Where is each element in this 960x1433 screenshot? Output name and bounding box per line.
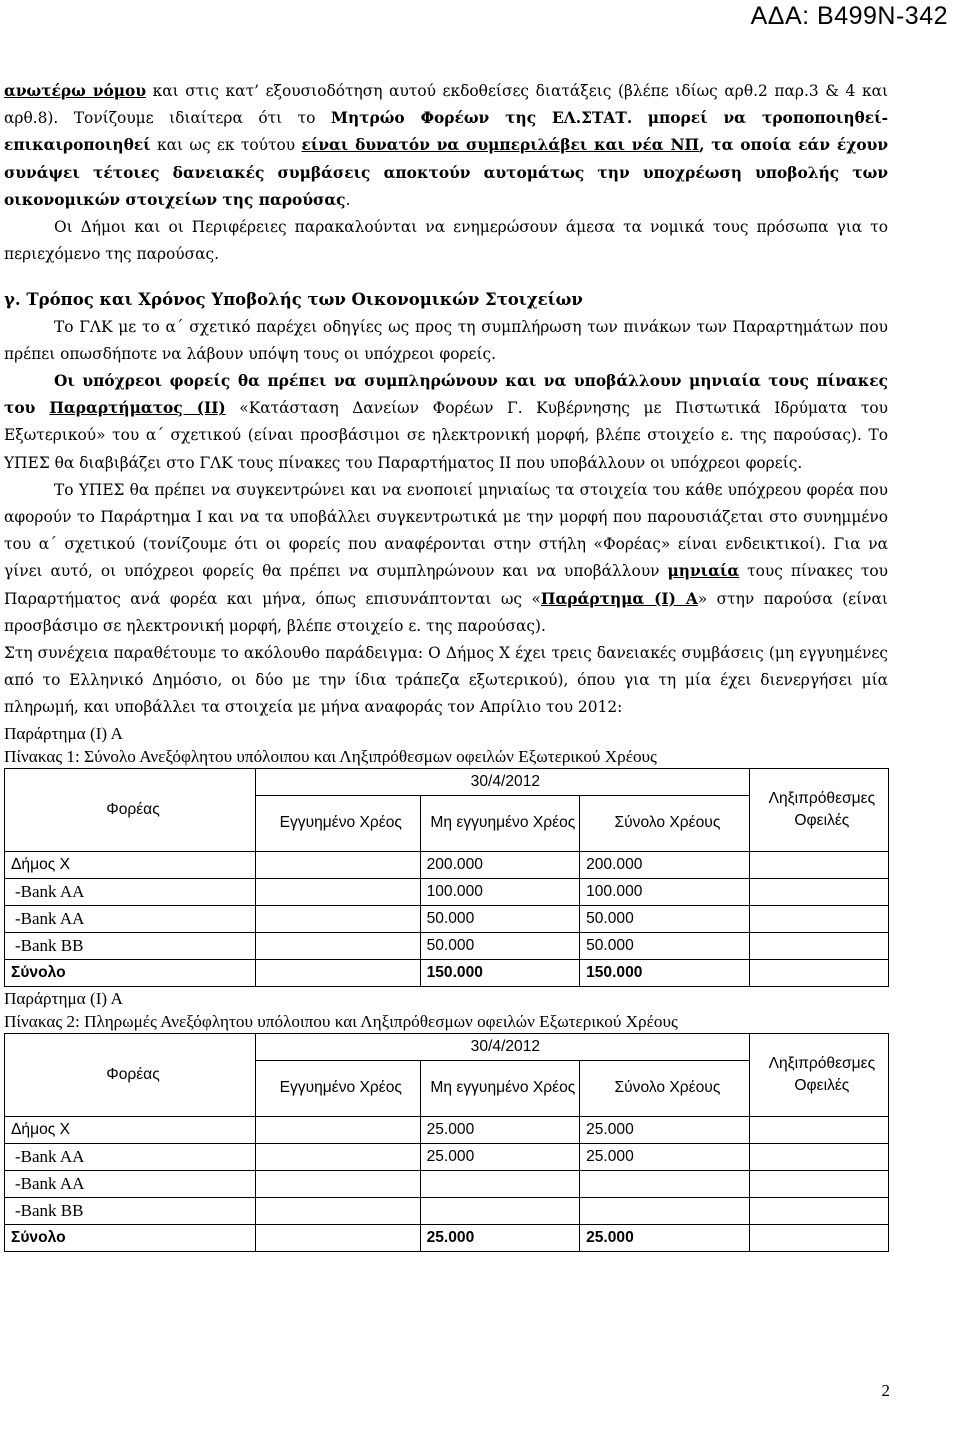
table1-header-overdue: Ληξιπρόθεσμες Οφειλές [749,768,888,851]
intro-text-c: Μητρώο Φορέων της ΕΛ.ΣΤΑΤ. [330,109,633,128]
table-cell: 100.000 [420,878,580,905]
table1-body [5,851,889,986]
section-p2-a: Οι υπόχρεοι φορείς θα πρέπει να συμπληρώνουν και να υποβάλλουν μηνιαία τους πίνακες του [4,372,888,418]
table2-header-entity: Φορέας [5,1033,256,1116]
section-p3-b: μηνιαία [667,562,740,581]
table-cell: 25.000 [420,1224,580,1251]
intro-text-b: και στις κατ’ εξουσιοδότηση αυτού εκδοθείσες διατάξεις (βλέπε ιδίως αρθ.2 παρ.3 & 4 και αρθ.8). Τονίζουμε ιδιαίτερα ότι το [4,82,888,128]
table-cell [749,851,888,878]
table1-caption: Πίνακας 1: Σύνολο Ανεξόφλητου υπόλοιπου και Ληξιπρόθεσμων οφειλών Εξωτερικού Χρέους [4,746,657,766]
intro-paragraph-2: Οι Δήμοι και οι Περιφέρειες παρακαλούνται να ενημερώσουν άμεσα τα νομικά τους πρόσωπα για το περιεχόμενο της παρούσας. [4,218,888,264]
table-cell: -Bank BB [5,932,256,959]
table-cell: Δήμος Χ [5,1116,256,1143]
page-number: 2 [881,1381,890,1400]
table-cell [749,878,888,905]
table-cell [749,1170,888,1197]
table-row [5,932,889,959]
table-cell [580,1197,750,1224]
table-cell: 50.000 [420,932,580,959]
table-cell [255,878,420,905]
intro-text-g: είναι δυνατόν να συμπεριλάβει και νέα ΝΠ [301,136,700,155]
table-cell: -Bank BB [5,1197,256,1224]
table2-header-guaranteed: Εγγυημένο Χρέος [255,1060,420,1116]
intro-text-h: , τα οποία εάν έχουν συνάψει τέτοιες δανειακές συμβάσεις αποκτούν αυτομάτως την υποχρέωση υποβολής των οικονομικών στοιχείων της παρούσας [4,136,888,209]
table2-body [5,1116,889,1251]
section-p2-b: Παραρτήματος (ΙΙ) [49,399,226,418]
document-code: ΑΔΑ: Β499Ν-342 [750,2,948,30]
table-cell [255,959,420,986]
table-cell: 50.000 [580,932,750,959]
table-cell [255,932,420,959]
table-cell [255,851,420,878]
table-cell [255,1116,420,1143]
table-cell: 25.000 [580,1116,750,1143]
table-cell [255,905,420,932]
table2-header-total: Σύνολο Χρέους [580,1060,750,1116]
table-cell: 25.000 [420,1116,580,1143]
table-cell [749,1116,888,1143]
table-cell [749,932,888,959]
table-cell: 25.000 [580,1224,750,1251]
table-cell: 200.000 [580,851,750,878]
table-cell [749,1197,888,1224]
table1 [4,768,889,987]
table-row [5,1116,889,1143]
table-cell [749,959,888,986]
table-cell [255,1197,420,1224]
intro-text-i: . [345,190,351,209]
table1-annex: Παράρτημα (Ι) Α [4,723,123,743]
table-row [5,905,889,932]
section-paragraph-2 [4,368,888,477]
table-row [5,1170,889,1197]
table-row [5,1143,889,1170]
document-body [4,78,888,1252]
table-cell: 100.000 [580,878,750,905]
table2-header-overdue: Ληξιπρόθεσμες Οφειλές [749,1033,888,1116]
table-cell: 200.000 [420,851,580,878]
table1-header-entity: Φορέας [5,768,256,851]
table1-header-date: 30/4/2012 [255,768,749,795]
table-cell: 50.000 [580,905,750,932]
table2-header-date: 30/4/2012 [255,1033,749,1060]
section-paragraph-1: Το ΓΛΚ με το α΄ σχετικό παρέχει οδηγίες ως προς τη συμπλήρωση των πινάκων των Παραρτημάτων που πρέπει οπωσδήποτε να λάβουν υπόψη τους οι υπόχρεοι φορείς. [4,317,888,363]
section-title: γ. Τρόπος και Χρόνος Υποβολής των Οικονομικών Στοιχείων [4,290,583,310]
table-cell: Σύνολο [5,959,256,986]
table1-header-nonguaranteed: Μη εγγυημένο Χρέος [420,795,580,851]
table-cell: Σύνολο [5,1224,256,1251]
table-cell [420,1197,580,1224]
intro-text-d [632,109,648,127]
intro-text-e: μπορεί να τροποποιηθεί-επικαιροποιηθεί [4,109,888,155]
table-cell [580,1170,750,1197]
table2-caption: Πίνακας 2: Πληρωμές Ανεξόφλητου υπόλοιπου και Ληξιπρόθεσμων οφειλών Εξωτερικού Χρέους [4,1011,678,1031]
table-cell: Δήμος Χ [5,851,256,878]
section-p3-e: » στην παρούσα (είναι προσβάσιμο σε ηλεκτρονική μορφή, βλέπε στοιχείο ε. της παρούσας). [4,589,888,635]
table-cell: 150.000 [580,959,750,986]
intro-text-a: ανωτέρω νόμου [4,82,147,100]
intro-text-f: και ως εκ τούτου [150,136,302,155]
table-cell: 25.000 [420,1143,580,1170]
table-row [5,959,889,986]
section-p2-c: «Κατάσταση Δανείων Φορέων Γ. Κυβέρνησης με Πιστωτικά Ιδρύματα του Εξωτερικού» του α΄ σχετικού (είναι προσβάσιμοι σε ηλεκτρονική μορφή, βλέπε στοιχείο ε. της παρούσας). Το ΥΠΕΣ θα διαβιβάζει στο ΓΛΚ τους πίνακες του Παραρτήματος ΙΙ που υποβάλλουν οι υπόχρεοι φορείς. [4,399,888,472]
table-cell: 150.000 [420,959,580,986]
table-cell: -Bank AA [5,878,256,905]
section-p3-d: Παράρτημα (Ι) Α [540,589,698,608]
intro-paragraph [4,78,888,214]
table1-header-total: Σύνολο Χρέους [580,795,750,851]
table-cell [749,1224,888,1251]
table-row [5,878,889,905]
table2-annex: Παράρτημα (Ι) Α [4,988,123,1008]
section-paragraph-3 [4,477,888,640]
section-paragraph-4: Στη συνέχεια παραθέτουμε το ακόλουθο παράδειγμα: Ο Δήμος Χ έχει τρεις δανειακές συμβάσεις (μη εγγυημένες από το Ελληνικό Δημόσιο, οι δύο με την ίδια τράπεζα εξωτερικού), όπου για τη μία έχει διενεργήσει μία πληρωμή, και υποβάλλει τα στοιχεία με μήνα αναφοράς τον Απρίλιο του 2012: [4,644,888,717]
table-cell [255,1170,420,1197]
table-cell: 50.000 [420,905,580,932]
table-cell: -Bank AA [5,905,256,932]
section-p3-a: Το ΥΠΕΣ θα πρέπει να συγκεντρώνει και να ενοποιεί μηνιαίως τα στοιχεία του κάθε υπόχρεου φορέα που αφορούν το Παράρτημα Ι και να τα υποβάλλει συγκεντρωτικά με την μορφή που παρουσιάζεται στο συνημμένο του α΄ σχετικού (τονίζουμε ότι οι φορείς που αναφέρονται στην στήλη «Φορέας» είναι ενδεικτικοί). Για να γίνει αυτό, οι υπόχρεοι φορείς θα πρέπει να συμπληρώνουν και να υποβάλλουν [4,480,888,581]
table-cell [255,1143,420,1170]
table-cell [255,1224,420,1251]
table-row [5,1224,889,1251]
table-cell [420,1170,580,1197]
table-cell: -Bank AA [5,1170,256,1197]
table-cell: -Bank AA [5,1143,256,1170]
table2-header-nonguaranteed: Μη εγγυημένο Χρέος [420,1060,580,1116]
table2 [4,1033,889,1252]
table-cell [749,905,888,932]
table-cell [749,1143,888,1170]
table-cell: 25.000 [580,1143,750,1170]
table1-header-guaranteed: Εγγυημένο Χρέος [255,795,420,851]
table-row [5,851,889,878]
table-row [5,1197,889,1224]
section-p3-c: τους πίνακες του Παραρτήματος ανά φορέα και μήνα, όπως επισυνάπτονται ως « [4,562,889,608]
